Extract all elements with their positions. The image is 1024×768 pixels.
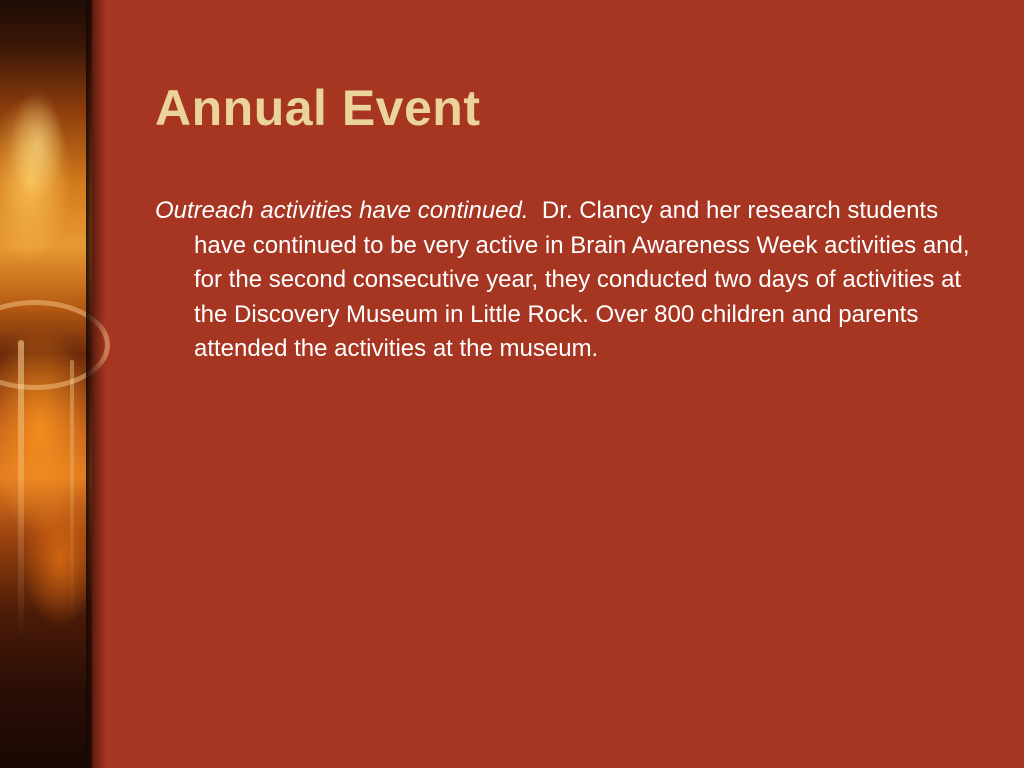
photo-shadow-divider <box>86 0 106 768</box>
paragraph-body-text: Dr. Clancy and her research students have continued to be very active in Brain Awareness Week activities and, for the second consecutive year, they conducted two days of activities at the Discovery Museum in Little Rock. Over 800 children and parents attended the activities at the museum. <box>194 197 970 362</box>
glass-edge-right <box>70 360 74 620</box>
slide-body-paragraph <box>155 194 974 367</box>
paragraph-lead-italic: Outreach activities have continued. <box>155 197 529 224</box>
light-highlight <box>10 90 65 200</box>
beaker-photo-strip <box>0 0 92 768</box>
slide-title: Annual Event <box>155 80 481 136</box>
glass-edge-left <box>18 340 24 640</box>
